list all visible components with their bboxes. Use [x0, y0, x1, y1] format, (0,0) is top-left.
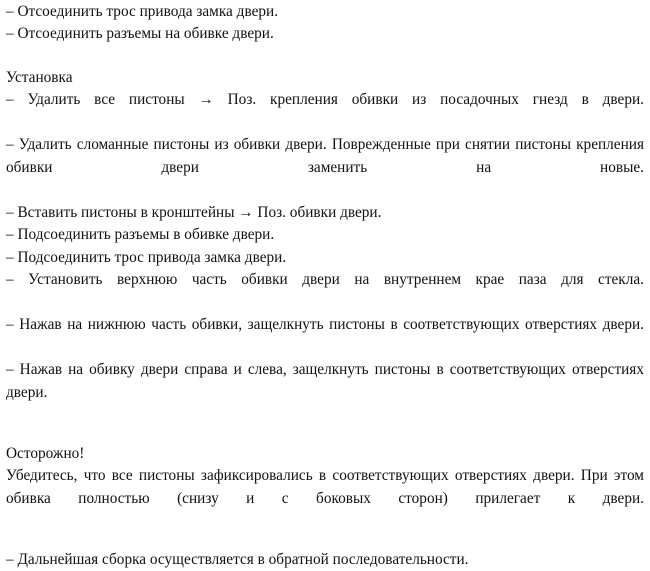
warning-text: Убедитесь, что все пистоны зафиксировались в соответствующих отверстиях двери. При этом обивка полностью (снизу и с боковых сторон) прилегает к двери. [6, 467, 644, 507]
section-final [6, 549, 644, 571]
list-item: – Подсоединить трос привода замка двери. [6, 248, 287, 266]
spacer [6, 46, 644, 67]
list-item: – Удалить все пистоны → Поз. крепления обивки из посадочных гнезд в двери. [6, 91, 644, 109]
list-item: – Отсоединить разъемы на обивке двери. [6, 25, 274, 43]
text-block [6, 1, 644, 46]
list-item: – Нажав на нижнюю часть обивки, защелкнуть пистоны в соответствующих отверстиях двери. [6, 316, 644, 334]
list-item: – Удалить сломанные пистоны из обивки двери. Поврежденные при снятии пистоны крепления обивки двери заменить на новые. [6, 136, 644, 176]
list-item: – Отсоединить трос привода замка двери. [6, 3, 279, 20]
section-installation [6, 67, 644, 427]
list-item: – Вставить пистоны в кронштейны → Поз. обивки двери. [6, 203, 382, 221]
list-item: – Установить верхнюю часть обивки двери на внутреннем крае паза для стекла. [6, 271, 644, 289]
section-heading: Установка [6, 68, 73, 86]
section-warning [6, 443, 644, 533]
list-item: – Дальнейшая сборка осуществляется в обратной последовательности. [6, 550, 469, 568]
spacer [6, 533, 644, 549]
list-item: – Нажав на обивку двери справа и слева, защелкнуть пистоны в соответствующих отверстиях двери. [6, 361, 644, 401]
spacer [6, 427, 644, 443]
list-item: – Подсоединить разъемы в обивке двери. [6, 226, 275, 244]
warning-heading: Осторожно! [6, 444, 85, 462]
